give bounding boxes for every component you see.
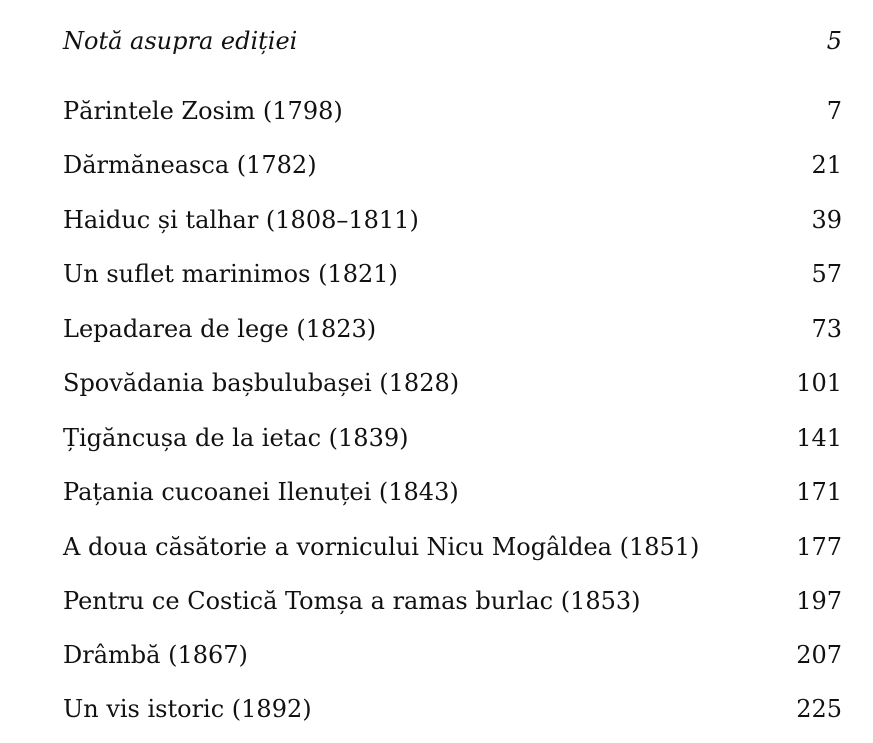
toc-entry (63, 205, 842, 235)
toc-entry-title: Lepadarea de lege (1823) (63, 315, 377, 343)
toc-entry-page: 21 (811, 151, 842, 179)
toc-entry-page: 177 (796, 533, 842, 561)
toc-entry (63, 586, 842, 616)
toc-entry-title: Pațania cucoanei Ilenuței (1843) (63, 478, 459, 506)
toc-entry-page: 5 (826, 27, 842, 55)
toc-entry (63, 532, 842, 562)
toc-entry-page: 57 (811, 260, 842, 288)
toc-entry-title: Drâmbă (1867) (63, 641, 248, 669)
toc-entry (63, 368, 842, 398)
toc-entry-title: Haiduc și talhar (1808–1811) (63, 206, 419, 234)
toc-entry-page: 73 (811, 315, 842, 343)
toc-entry-page: 141 (796, 424, 842, 452)
toc-entry-title: Pentru ce Costică Tomșa a ramas burlac (1853) (63, 587, 641, 615)
toc-entry-title: Dărmăneasca (1782) (63, 151, 317, 179)
toc-entry-title: Un vis istoric (1892) (63, 695, 312, 723)
toc-entry-title: Părintele Zosim (1798) (63, 97, 343, 125)
toc-entry-page: 7 (826, 97, 842, 125)
toc-entry (63, 96, 842, 126)
toc-entry-page: 197 (796, 587, 842, 615)
toc-entry (63, 640, 842, 670)
toc-entry (63, 423, 842, 453)
toc-entry (63, 694, 842, 724)
toc-entry-page: 171 (796, 478, 842, 506)
toc-entry-page: 101 (796, 369, 842, 397)
toc-entry-page: 225 (796, 695, 842, 723)
toc-entry (63, 259, 842, 289)
toc-entry (63, 150, 842, 180)
toc-entry (63, 477, 842, 507)
toc-entry-intro (63, 26, 842, 56)
toc-entry-page: 207 (796, 641, 842, 669)
toc-entry-title: Spovădania bașbulubașei (1828) (63, 369, 460, 397)
toc-entry (63, 314, 842, 344)
toc-entry-title: Țigăncușa de la ietac (1839) (63, 424, 409, 452)
toc-entry-title: Notă asupra ediției (63, 27, 298, 55)
toc-entry-title: A doua căsătorie a vornicului Nicu Mogâldea (1851) (63, 533, 700, 561)
toc-entry-page: 39 (811, 206, 842, 234)
toc-entry-title: Un suflet marinimos (1821) (63, 260, 398, 288)
